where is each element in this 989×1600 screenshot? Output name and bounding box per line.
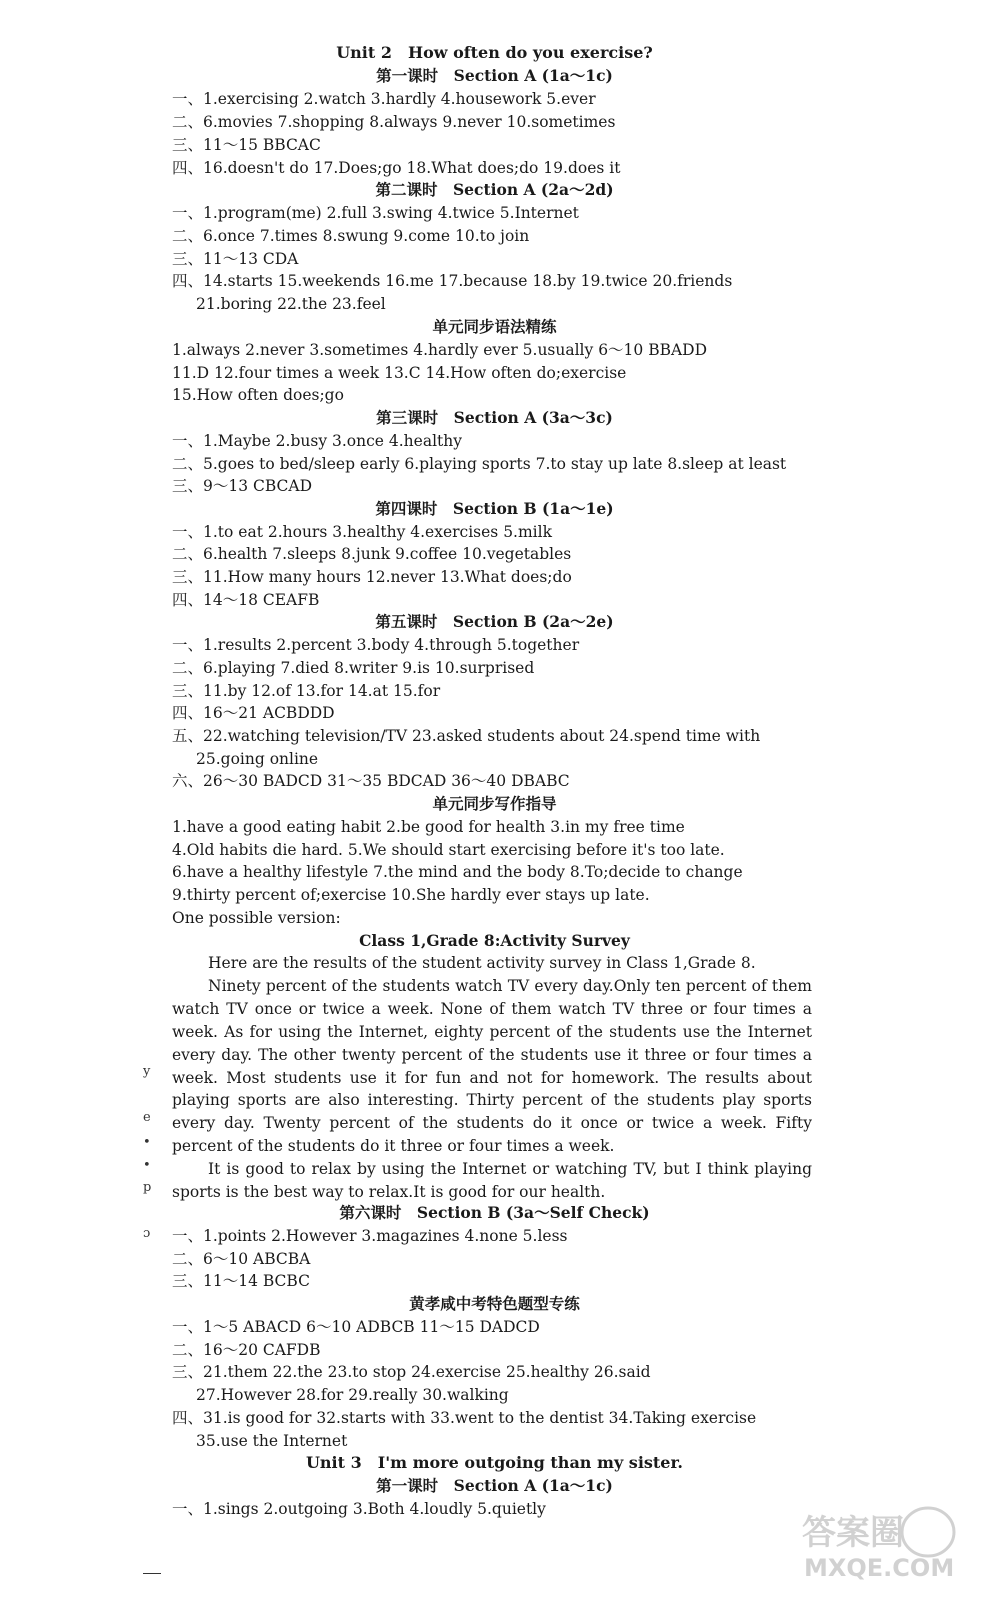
section-heading: Unit 2 How often do you exercise? <box>336 43 653 62</box>
section-heading: Class 1,Grade 8:Activity Survey <box>359 931 630 950</box>
answer-line: 一、1～5 ABACD 6～10 ADBCB 11～15 DADCD <box>172 1318 540 1336</box>
answer-line: 三、11～14 BCBC <box>172 1272 310 1290</box>
section-heading: 第一课时 Section A (1a～1c) <box>376 66 613 85</box>
margin-mark: e <box>143 1110 151 1125</box>
answer-line: 五、22.watching television/TV 23.asked students about 24.spend time with <box>172 727 761 745</box>
answer-line: 二、6.playing 7.died 8.writer 9.is 10.surprised <box>172 659 535 677</box>
answer-line: 4.Old habits die hard. 5.We should start exercising before it's too late. <box>172 841 725 859</box>
answer-line: 1.have a good eating habit 2.be good for health 3.in my free time <box>172 818 685 836</box>
margin-mark: y <box>143 1064 151 1079</box>
answer-line: 三、21.them 22.the 23.to stop 24.exercise 25.healthy 26.said <box>172 1363 651 1381</box>
answer-line: 四、14.starts 15.weekends 16.me 17.because 18.by 19.twice 20.friends <box>172 272 733 290</box>
margin-mark: p <box>143 1180 152 1195</box>
answer-line: 三、11～15 BBCAC <box>172 136 321 154</box>
answer-line: 1.always 2.never 3.sometimes 4.hardly ever 5.usually 6～10 BBADD <box>172 341 708 359</box>
watermark-text-cn: 答案圈 <box>802 1513 904 1553</box>
section-heading: Unit 3 I'm more outgoing than my sister. <box>305 1453 684 1472</box>
section-heading: 第三课时 Section A (3a～3c) <box>376 408 613 427</box>
answer-line: 25.going online <box>196 750 319 768</box>
watermark-text-en: MXQE.COM <box>804 1554 955 1582</box>
answer-line: 一、1.to eat 2.hours 3.healthy 4.exercises 5.milk <box>172 523 552 541</box>
answer-line: 27.However 28.for 29.really 30.walking <box>196 1386 509 1404</box>
answer-line: 二、6～10 ABCBA <box>172 1250 311 1268</box>
section-heading: 第二课时 Section A (2a～2d) <box>375 180 614 199</box>
margin-mark: ɔ <box>143 1226 151 1241</box>
answer-line: 四、16～21 ACBDDD <box>172 704 335 722</box>
answer-line: 一、1.Maybe 2.busy 3.once 4.healthy <box>172 432 463 450</box>
section-heading: 单元同步写作指导 <box>432 794 557 813</box>
answer-line: 9.thirty percent of;exercise 10.She hardly ever stays up late. <box>172 886 650 904</box>
answer-line: 一、1.exercising 2.watch 3.hardly 4.housework 5.ever <box>172 90 596 108</box>
answer-line: 二、6.movies 7.shopping 8.always 9.never 10.sometimes <box>172 113 616 131</box>
answer-line: 二、5.goes to bed/sleep early 6.playing sports 7.to stay up late 8.sleep at least <box>172 455 787 473</box>
answer-line: 一、1.results 2.percent 3.body 4.through 5.together <box>172 636 580 654</box>
answer-line: 三、11.by 12.of 13.for 14.at 15.for <box>172 682 441 700</box>
section-heading: 第六课时 Section B (3a～Self Check) <box>339 1203 650 1222</box>
answer-line: 三、11～13 CDA <box>172 250 299 268</box>
answer-line: 二、6.once 7.times 8.swung 9.come 10.to join <box>172 227 530 245</box>
answer-line: 15.How often does;go <box>172 386 344 404</box>
section-heading: 第四课时 Section B (1a～1e) <box>375 499 614 518</box>
answer-line: 二、6.health 7.sleeps 8.junk 9.coffee 10.vegetables <box>172 545 572 563</box>
watermark-logo <box>796 1502 972 1582</box>
answer-line: 四、14～18 CEAFB <box>172 591 320 609</box>
margin-mark: • <box>143 1135 151 1150</box>
answer-line: 四、16.doesn't do 17.Does;go 18.What does;do 19.does it <box>172 159 621 177</box>
answer-line: 六、26～30 BADCD 31～35 BDCAD 36～40 DBABC <box>172 772 570 790</box>
answer-line: 21.boring 22.the 23.feel <box>196 295 386 313</box>
answer-line: 一、1.sings 2.outgoing 3.Both 4.loudly 5.quietly <box>172 1500 546 1518</box>
section-heading: 第一课时 Section A (1a～1c) <box>376 1476 613 1495</box>
answer-line: 6.have a healthy lifestyle 7.the mind and the body 8.To;decide to change <box>172 863 743 881</box>
footer-rule <box>143 1573 161 1574</box>
essay-paragraph-1: Here are the results of the student activity survey in Class 1,Grade 8. <box>208 954 756 972</box>
answer-line: 一、1.program(me) 2.full 3.swing 4.twice 5.Internet <box>172 204 579 222</box>
margin-mark: • <box>143 1158 151 1173</box>
answer-line: 三、11.How many hours 12.never 13.What does;do <box>172 568 572 586</box>
answer-line: One possible version: <box>172 909 341 927</box>
watermark-circle-icon <box>902 1508 954 1556</box>
essay-paragraph-3: It is good to relax by using the Internet or watching TV, but I think playing sports is the best way to relax.It is good for our health. <box>172 1160 812 1202</box>
answer-line: 35.use the Internet <box>196 1432 348 1450</box>
answer-line: 一、1.points 2.However 3.magazines 4.none 5.less <box>172 1227 568 1245</box>
answer-line: 二、16～20 CAFDB <box>172 1341 321 1359</box>
essay-paragraphs <box>172 952 812 1204</box>
section-heading: 黄孝咸中考特色题型专练 <box>409 1294 580 1313</box>
essay-paragraph-2: Ninety percent of the students watch TV every day.Only ten percent of them watch TV once or twice a week. None of them watch TV three or four times a week. As for using the Internet, eighty percent of the students use the Internet every day. The other twenty percent of the students use it three or four times a week. Most students use it for fun and not for homework. The results about playing sports are also interesting. Thirty percent of the students play sports every day. Twenty percent of the students do it once or twice a week. Fifty percent of the students do it three or four times a week. <box>172 976 812 1156</box>
section-heading: 第五课时 Section B (2a～2e) <box>375 612 614 631</box>
answer-line: 四、31.is good for 32.starts with 33.went to the dentist 34.Taking exercise <box>172 1409 757 1427</box>
section-heading: 单元同步语法精练 <box>432 317 557 336</box>
answer-line: 11.D 12.four times a week 13.C 14.How often do;exercise <box>172 364 627 382</box>
answer-line: 三、9～13 CBCAD <box>172 477 313 495</box>
